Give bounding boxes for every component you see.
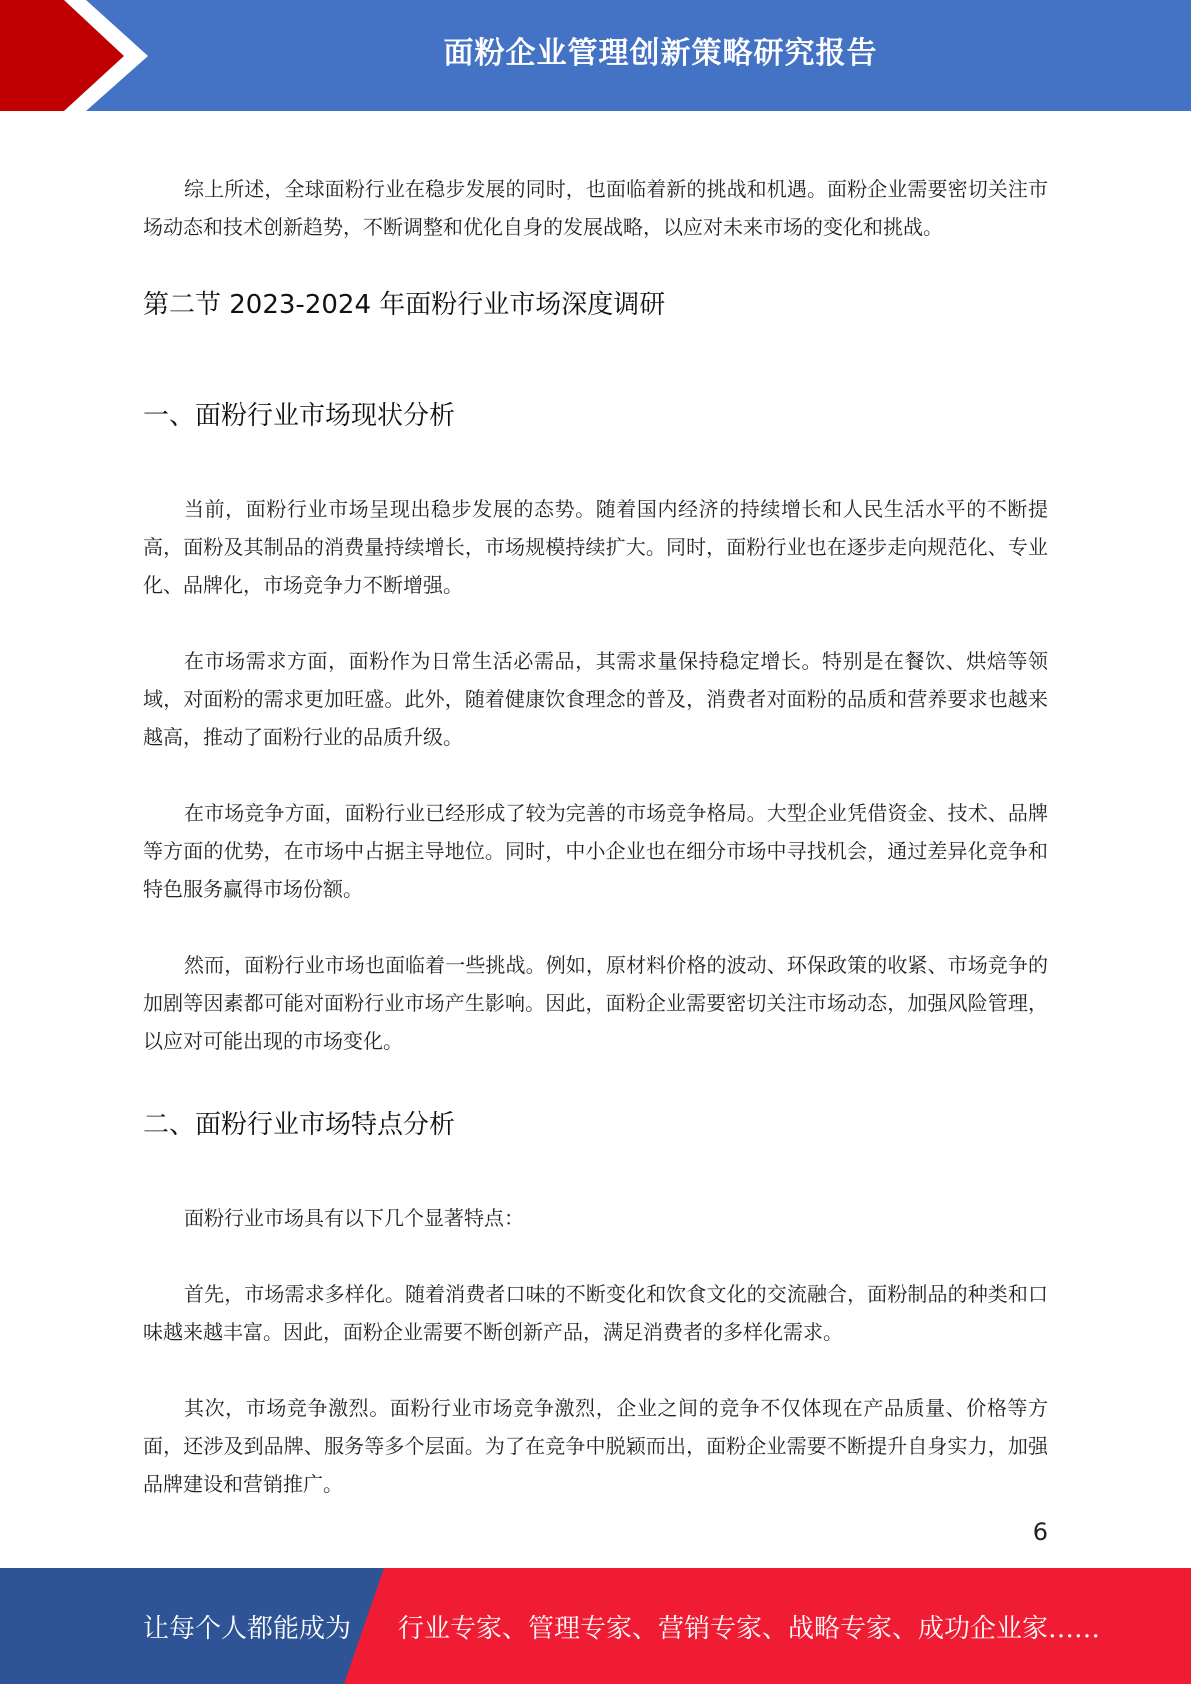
page-number: 6 bbox=[1032, 1518, 1048, 1546]
section-title: 第二节 2023-2024 年面粉行业市场深度调研 bbox=[143, 290, 666, 320]
paragraph: 其次，市场竞争激烈。面粉行业市场竞争激烈，企业之间的竞争不仅体现在产品质量、价格等方面，还涉及到品牌、服务等多个层面。为了在竞争中脱颖而出，面粉企业需要不断提升自身实力，加强品牌建设和营销推广。 bbox=[143, 1396, 1048, 1496]
report-body bbox=[143, 170, 1048, 1541]
footer-slogan-left: 让每个人都能成为 bbox=[143, 1613, 352, 1644]
paragraph: 当前，面粉行业市场呈现出稳步发展的态势。随着国内经济的持续增长和人民生活水平的不断提高，面粉及其制品的消费量持续增长，市场规模持续扩大。同时，面粉行业也在逐步走向规范化、专业化、品牌化，市场竞争力不断增强。 bbox=[143, 497, 1048, 597]
header-title: 面粉企业管理创新策略研究报告 bbox=[443, 36, 878, 71]
paragraph: 然而，面粉行业市场也面临着一些挑战。例如，原材料价格的波动、环保政策的收紧、市场竞争的加剧等因素都可能对面粉行业市场产生影响。因此，面粉企业需要密切关注市场动态，加强风险管理，以应对可能出现的市场变化。 bbox=[143, 953, 1048, 1053]
footer-banner bbox=[0, 1568, 1191, 1684]
paragraph: 首先，市场需求多样化。随着消费者口味的不断变化和饮食文化的交流融合，面粉制品的种类和口味越来越丰富。因此，面粉企业需要不断创新产品，满足消费者的多样化需求。 bbox=[143, 1282, 1048, 1344]
paragraph: 面粉行业市场具有以下几个显著特点： bbox=[184, 1206, 524, 1230]
footer-slogan-right: 行业专家、管理专家、营销专家、战略专家、成功企业家…… bbox=[398, 1613, 1101, 1644]
intro-paragraph: 综上所述，全球面粉行业在稳步发展的同时，也面临着新的挑战和机遇。面粉企业需要密切关注市场动态和技术创新趋势，不断调整和优化自身的发展战略，以应对未来市场的变化和挑战。 bbox=[143, 177, 1048, 239]
header-banner bbox=[0, 0, 1191, 111]
paragraph: 在市场竞争方面，面粉行业已经形成了较为完善的市场竞争格局。大型企业凭借资金、技术、品牌等方面的优势，在市场中占据主导地位。同时，中小企业也在细分市场中寻找机会，通过差异化竞争和特色服务赢得市场份额。 bbox=[143, 801, 1048, 901]
subsection-2-title: 二、面粉行业市场特点分析 bbox=[143, 1110, 456, 1140]
paragraph: 在市场需求方面，面粉作为日常生活必需品，其需求量保持稳定增长。特别是在餐饮、烘焙等领域，对面粉的需求更加旺盛。此外，随着健康饮食理念的普及，消费者对面粉的品质和营养要求也越来越高，推动了面粉行业的品质升级。 bbox=[143, 649, 1048, 749]
subsection-1-title: 一、面粉行业市场现状分析 bbox=[143, 401, 456, 431]
